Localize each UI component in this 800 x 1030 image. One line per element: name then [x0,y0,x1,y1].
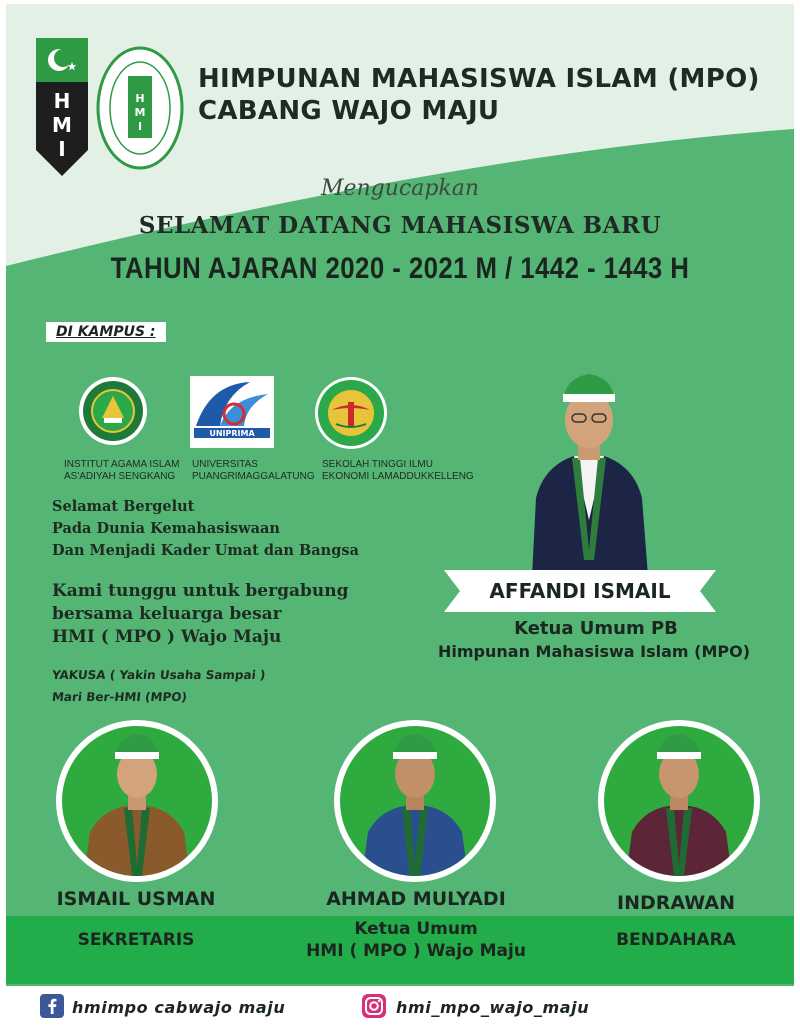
branch-seal-icon [96,46,184,170]
instagram-icon [362,994,386,1018]
member-role-2: Ketua Umum HMI ( MPO ) Wajo Maju [306,919,526,961]
member-role-3: BENDAHARA [616,930,736,950]
greeting-intro: Mengucapkan [320,176,480,201]
uniprima-logo-icon [190,376,274,448]
svg-text:M: M [52,113,72,137]
member-photo-ismail-usman [56,720,218,882]
leader-portrait [514,370,664,576]
academic-year: TAHUN AJARAN 2020 - 2021 M / 1442 - 1443 H [110,252,690,285]
svg-text:H: H [135,92,145,105]
campus-name-3: SEKOLAH TINGGI ILMU EKONOMI LAMADDUKKELLENG [322,459,474,482]
stie-lamaddukkelleng-logo-icon [314,376,388,450]
member-role-1: SEKRETARIS [77,930,195,950]
campus-badge: DI KAMPUS : [46,322,166,342]
yakusa-motto: YAKUSA ( Yakin Usaha Sampai ) [51,668,267,682]
uniprima-logo-text: UNIPRIMA [209,429,255,438]
mari-ber-hmi-text: Mari Ber-HMI (MPO) [51,690,188,704]
svg-text:M: M [134,106,146,119]
message-block-1: Selamat Bergelut Pada Dunia Kemahasiswaan Dan Menjadi Kader Umat dan Bangsa [52,498,359,559]
hmi-logo-icon [36,38,88,178]
facebook-icon [40,994,64,1018]
campus-name-2: UNIVERSITAS PUANGRIMAGGALATUNG [192,459,315,482]
facebook-handle[interactable]: hmimpo cabwajo maju [72,998,286,1017]
leader-organization: Himpunan Mahasiswa Islam (MPO) [438,642,750,661]
member-portrait-1 [62,726,212,876]
svg-text:I: I [137,120,143,133]
organization-name: HIMPUNAN MAHASISWA ISLAM (MPO) [198,64,760,94]
campus-name-1: INSTITUT AGAMA ISLAM AS'ADIYAH SENGKANG [64,459,180,482]
branch-name: CABANG WAJO MAJU [198,96,500,126]
instagram-handle[interactable]: hmi_mpo_wajo_maju [396,998,590,1017]
svg-text:H: H [53,89,71,113]
member-portrait-2 [340,726,490,876]
svg-text:I: I [58,137,66,161]
member-photo-indrawan [598,720,760,882]
member-name-1: ISMAIL USMAN [56,888,216,910]
member-portrait-3 [604,726,754,876]
member-photo-ahmad-mulyadi [334,720,496,882]
leader-name: AFFANDI ISMAIL [489,579,671,603]
member-name-3: INDRAWAN [617,892,735,914]
message-block-2: Kami tunggu untuk bergabung bersama keluarga besar HMI ( MPO ) Wajo Maju [52,581,349,647]
leader-title: Ketua Umum PB [514,618,678,639]
member-name-2: AHMAD MULYADI [326,888,506,910]
poster [6,4,794,1024]
welcome-heading: SELAMAT DATANG MAHASISWA BARU [138,212,662,239]
iai-asadiyah-logo-icon [78,376,148,446]
